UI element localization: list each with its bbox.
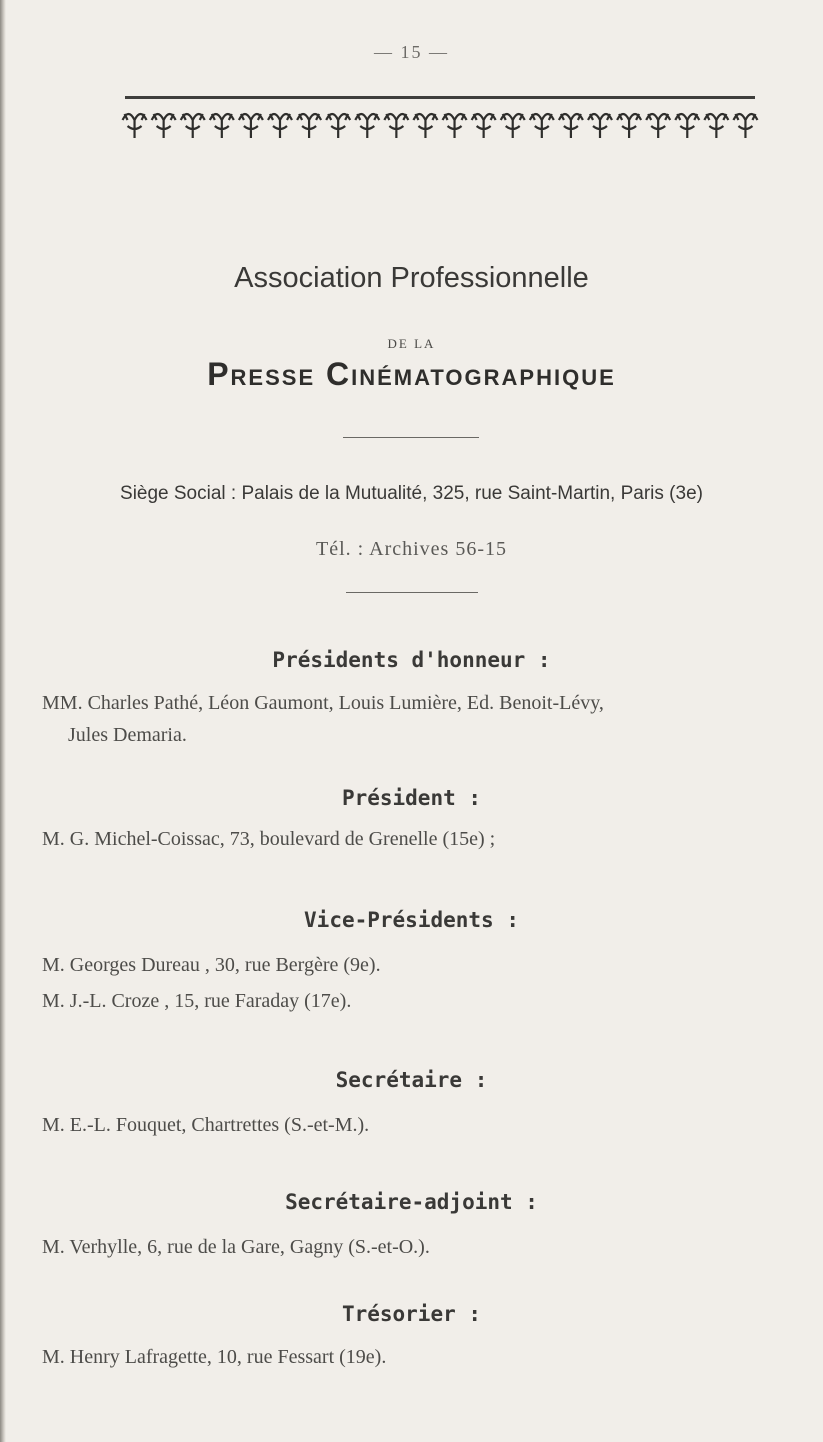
ornament-motif <box>472 114 496 138</box>
ornament-motif <box>617 114 641 138</box>
ornament-motif <box>297 114 321 138</box>
ornament-motif <box>675 114 699 138</box>
vice-president-line-1: M. Georges Dureau , 30, rue Bergère (9e). <box>42 954 381 976</box>
heading-president: Président : <box>341 786 482 810</box>
ornament-motif <box>646 114 670 138</box>
ornament-border <box>120 106 760 140</box>
ornament-motif <box>268 114 292 138</box>
siege-social: Siège Social : Palais de la Mutualité, 325, rue Saint-Martin, Paris (3e) <box>120 483 703 504</box>
presidents-honneur-line-1: MM. Charles Pathé, Léon Gaumont, Louis Lumière, Ed. Benoit-Lévy, <box>42 692 604 714</box>
secretaire-adjoint-line: M. Verhylle, 6, rue de la Gare, Gagny (S.-et-O.). <box>42 1236 430 1258</box>
ornament-motif <box>413 114 437 138</box>
de-la-subtitle: DE LA <box>387 336 436 351</box>
tresorier-line: M. Henry Lafragette, 10, rue Fessart (19e). <box>42 1346 387 1368</box>
vice-president-line-2: M. J.-L. Croze , 15, rue Faraday (17e). <box>42 990 352 1012</box>
ornament-motif <box>588 114 612 138</box>
ornament-motif <box>326 114 350 138</box>
heading-tresorier: Trésorier : <box>341 1302 482 1326</box>
telephone: Tél. : Archives 56-15 <box>316 538 507 560</box>
page-binding-edge <box>0 0 6 1442</box>
heading-secretaire: Secrétaire : <box>335 1068 488 1092</box>
presidents-honneur-line-2: Jules Demaria. <box>68 724 187 746</box>
divider-2 <box>346 592 478 593</box>
ornament-motif <box>384 114 408 138</box>
ornament-motif <box>239 114 263 138</box>
ornament-motif <box>181 114 205 138</box>
ornament-motif <box>443 114 467 138</box>
ornament-motif <box>355 114 379 138</box>
heading-vice-presidents: Vice-Présidents : <box>304 908 519 932</box>
heading-presidents-honneur: Présidents d'honneur : <box>272 648 551 672</box>
ornament-motif <box>559 114 583 138</box>
ornament-motif <box>210 114 234 138</box>
ornament-motif <box>152 114 176 138</box>
header-rule <box>125 96 755 99</box>
ornament-motif <box>501 114 525 138</box>
ornament-motif <box>530 114 554 138</box>
ornament-motif <box>733 114 757 138</box>
divider-1 <box>343 437 479 438</box>
ornament-motif <box>123 114 147 138</box>
president-line: M. G. Michel-Coissac, 73, boulevard de Grenelle (15e) ; <box>42 828 496 850</box>
ornament-motif <box>704 114 728 138</box>
association-title: Association Professionnelle <box>234 262 589 294</box>
presse-title: Presse Cinématographique <box>207 356 616 392</box>
secretaire-line: M. E.-L. Fouquet, Chartrettes (S.-et-M.). <box>42 1114 370 1136</box>
page-number: — 15 — <box>374 42 449 62</box>
heading-secretaire-adjoint: Secrétaire-adjoint : <box>285 1190 538 1214</box>
